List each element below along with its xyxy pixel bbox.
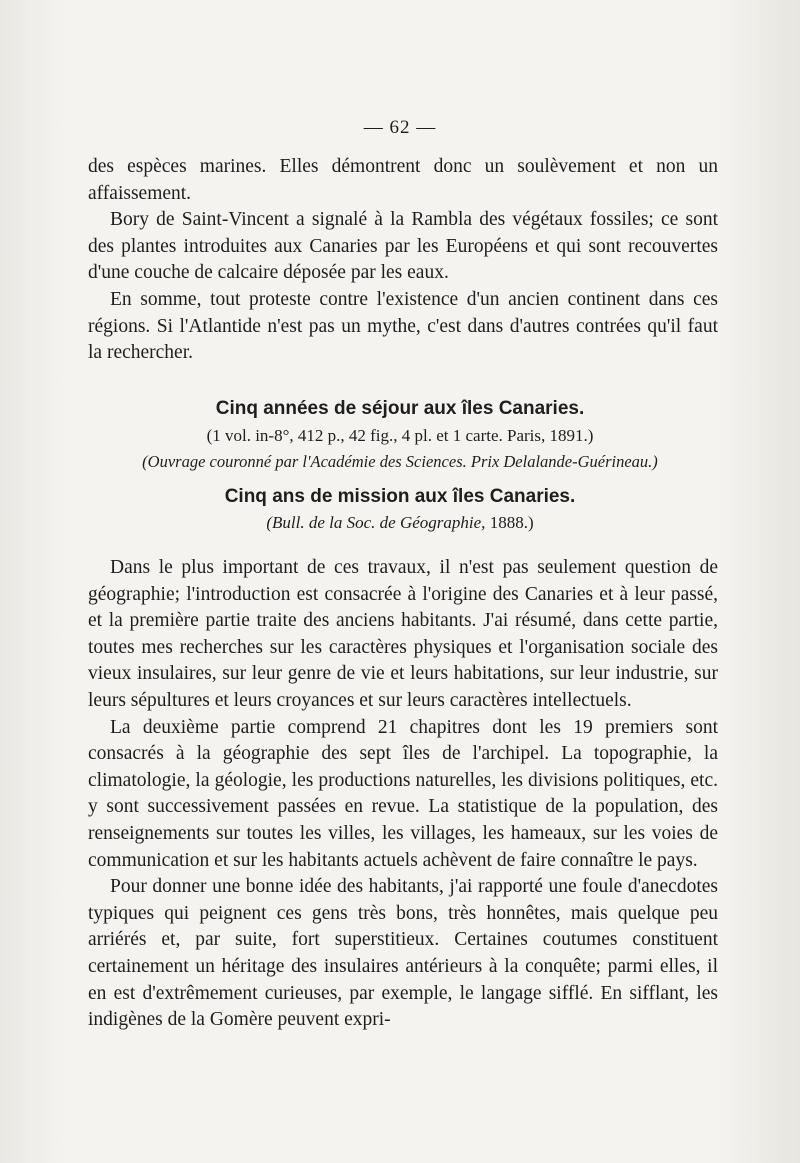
reference-source: (Bull. de la Soc. de Géographie, bbox=[266, 513, 486, 532]
reference-year: 1888.) bbox=[489, 513, 534, 532]
paragraph: Bory de Saint-Vincent a signalé à la Rambla des végétaux fossiles; ce sont des plantes introduites aux Canaries par les Européens et qui sont recouvertes d'une couche de calcaire déposée par les eaux. bbox=[88, 209, 718, 284]
paragraph: En somme, tout proteste contre l'existence d'un ancien continent dans ces régions. Si l'Atlantide n'est pas un mythe, c'est dans d'autres contrées qu'il faut la rechercher. bbox=[88, 288, 718, 364]
work-title: Cinq ans de mission aux îles Canaries. bbox=[224, 486, 576, 507]
paragraph: La deuxième partie comprend 21 chapitres dont les 19 premiers sont consacrés à la géographie des sept îles de l'archipel. La topographie, la climatologie, la géologie, les productions naturelles, les divisions politiques, etc. y sont successivement passées en revue. La statistique de la population, des renseignements sur toutes les villes, les villages, les hameaux, sur les voies de communication et sur les habitants actuels achèvent de faire connaître le pays. bbox=[88, 716, 718, 871]
work-details: (1 vol. in-8°, 412 p., 42 fig., 4 pl. et 1 carte. Paris, 1891.) bbox=[206, 426, 594, 445]
work-reference bbox=[0, 513, 800, 533]
work-award: (Ouvrage couronné par l'Académie des Sciences. Prix Delalande-Guérineau.) bbox=[142, 452, 658, 471]
main-text bbox=[88, 555, 718, 1034]
paragraph: Dans le plus important de ces travaux, il n'est pas seulement question de géographie; l'introduction est consacrée à l'origine des Canaries et à leur passé, et la première partie traite des anciens habitants. J'ai résumé, dans cette partie, toutes mes recherches sur les caractères physiques et l'organisation sociale des vieux insulaires, sur leur genre de vie et leurs habitations, sur leur industrie, sur leurs sépultures et leurs croyances et sur leurs caractères intellectuels. bbox=[88, 557, 718, 711]
paragraph: Pour donner une bonne idée des habitants, j'ai rapporté une foule d'anecdotes typiques qui peignent ces gens très bons, très honnêtes, mais quelque peu arriérés et, par suite, fort superstitieux. Certaines coutumes constituent certainement un héritage des insulaires antérieurs à la conquête; parmi elles, il en est d'extrêmement curieuses, par exemple, le langage sifflé. En sifflant, les indigènes de la Gomère peuvent expri- bbox=[88, 876, 718, 1031]
paragraph: des espèces marines. Elles démontrent donc un soulèvement et non un affaissement. bbox=[88, 156, 718, 204]
page-number: — 62 — bbox=[363, 117, 437, 138]
work-title: Cinq années de séjour aux îles Canaries. bbox=[215, 398, 585, 419]
intro-text bbox=[88, 154, 718, 367]
